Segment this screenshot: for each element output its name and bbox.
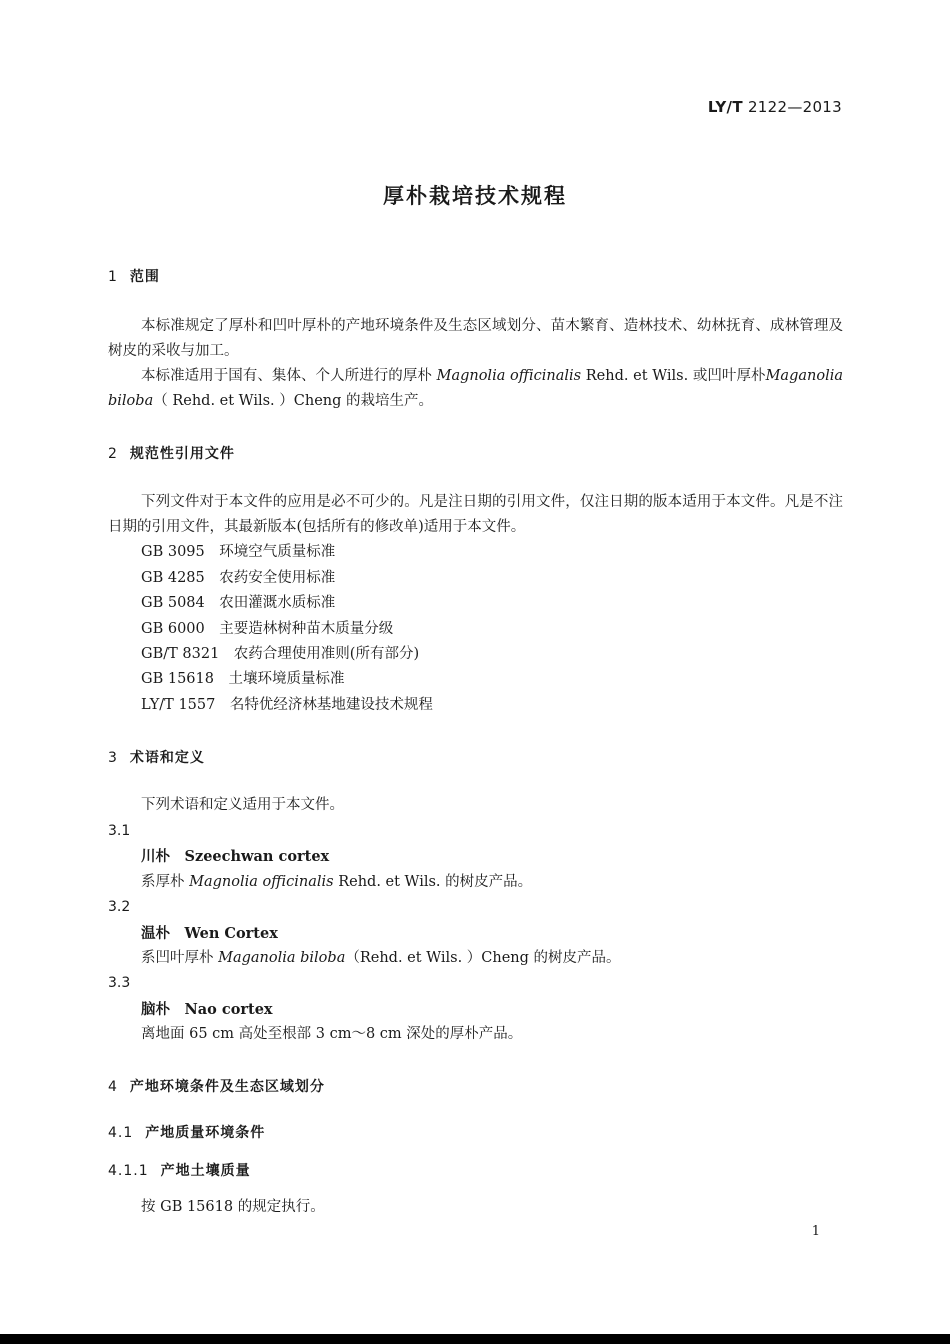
term-definition: 系厚朴 Magnolia officinalis Rehd. et Wils. 的树皮产品。 xyxy=(141,874,533,890)
section-1-para-2: 本标准适用于国有、集体、个人所进行的厚朴 Magnolia officinalis Rehd. et Wils. 或凹叶厚朴Maganolia biloba（ Rehd. et Wils. ）Cheng 的栽培生产。 xyxy=(108,368,843,409)
bottom-edge-strip xyxy=(0,1334,950,1344)
section-2-heading: 2 规范性引用文件 xyxy=(108,446,235,462)
term-definition: 离地面 65 cm 高处至根部 3 cm～8 cm 深处的厚朴产品。 xyxy=(141,1026,523,1042)
term-title: 脑朴 Nao cortex xyxy=(141,1001,273,1018)
page-number: 1 xyxy=(811,1224,820,1239)
term-title: 川朴 Szeechwan cortex xyxy=(141,848,330,865)
reference-item: GB 5084 农田灌溉水质标准 xyxy=(141,595,336,611)
reference-item: GB 15618 土壤环境质量标准 xyxy=(141,671,345,687)
section-2-para-1: 下列文件对于本文件的应用是必不可少的。凡是注日期的引用文件，仅注日期的版本适用于本文件。凡是不注日期的引用文件，其最新版本(包括所有的修改单)适用于本文件。 xyxy=(108,494,843,535)
reference-item: LY/T 1557 名特优经济林基地建设技术规程 xyxy=(141,697,433,713)
section-4-para-1: 按 GB 15618 的规定执行。 xyxy=(141,1199,325,1215)
section-1-para-1: 本标准规定了厚朴和凹叶厚朴的产地环境条件及生态区域划分、苗木繁育、造林技术、幼林抚育、成林管理及树皮的采收与加工。 xyxy=(108,318,843,359)
section-3-heading: 3 术语和定义 xyxy=(108,750,205,766)
section-4-heading: 4 产地环境条件及生态区域划分 xyxy=(108,1079,325,1095)
subsection-4-1-1-heading: 4.1.1 产地土壤质量 xyxy=(108,1163,251,1179)
term-number: 3.1 xyxy=(108,823,131,839)
term-title: 温朴 Wen Cortex xyxy=(141,925,278,942)
term-definition: 系凹叶厚朴 Maganolia biloba（Rehd. et Wils. ）Cheng 的树皮产品。 xyxy=(141,950,621,966)
reference-item: GB/T 8321 农药合理使用准则(所有部分) xyxy=(141,646,420,662)
subsection-4-1-heading: 4.1 产地质量环境条件 xyxy=(108,1125,266,1141)
standard-code: LY/T 2122—2013 xyxy=(707,98,842,116)
reference-item: GB 3095 环境空气质量标准 xyxy=(141,544,336,560)
term-number: 3.2 xyxy=(108,899,131,915)
page-title: 厚朴栽培技术规程 xyxy=(383,184,567,208)
reference-item: GB 4285 农药安全使用标准 xyxy=(141,570,336,586)
term-number: 3.3 xyxy=(108,975,131,991)
section-3-para-1: 下列术语和定义适用于本文件。 xyxy=(141,797,344,813)
reference-item: GB 6000 主要造林树种苗木质量分级 xyxy=(141,621,394,637)
section-1-heading: 1 范围 xyxy=(108,269,160,285)
